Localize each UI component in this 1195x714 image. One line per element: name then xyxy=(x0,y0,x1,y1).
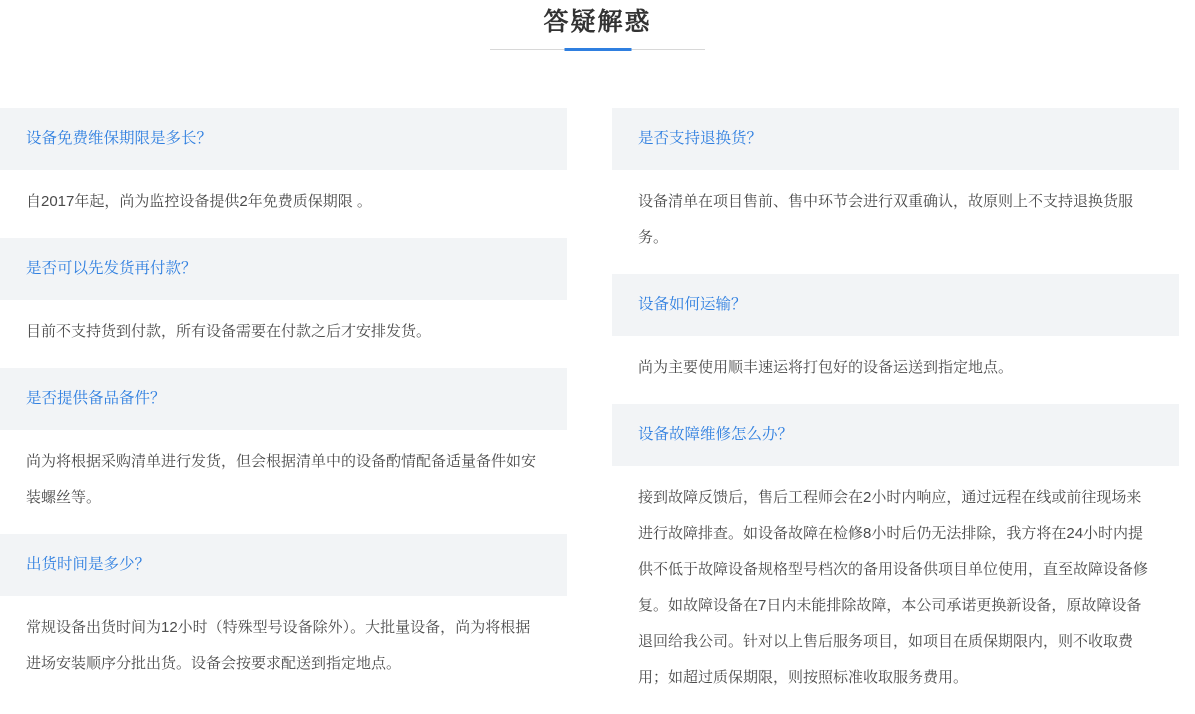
title-divider xyxy=(490,49,705,50)
faq-question[interactable]: 设备故障维修怎么办？ xyxy=(612,404,1179,466)
faq-item[interactable] xyxy=(0,534,567,690)
faq-columns xyxy=(0,108,1195,714)
title-divider-accent xyxy=(564,48,631,51)
faq-item[interactable] xyxy=(0,108,567,238)
faq-column-right xyxy=(612,108,1179,714)
faq-answer: 自2017年起，尚为监控设备提供2年免费质保期限 。 xyxy=(26,193,372,210)
faq-question[interactable]: 是否提供备品备件？ xyxy=(0,368,567,430)
faq-item[interactable] xyxy=(0,238,567,368)
faq-answer: 目前不支持货到付款，所有设备需要在付款之后才安排发货。 xyxy=(26,323,432,340)
faq-question[interactable]: 是否可以先发货再付款？ xyxy=(0,238,567,300)
faq-item[interactable] xyxy=(612,274,1179,404)
faq-answer: 尚为主要使用顺丰速运将打包好的设备运送到指定地点。 xyxy=(638,359,1014,376)
faq-question[interactable]: 是否支持退换货？ xyxy=(612,108,1179,170)
faq-answer: 接到故障反馈后，售后工程师会在2小时内响应，通过远程在线或前往现场来进行故障排查。如设备故障在检修8小时后仍无法排除，我方将在24小时内提供不低于故障设备规格型号档次的备用设备供项目单位使用，直至故障设备修复。如故障设备在7日内未能排除故障，本公司承诺更换新设备，原故障设备退回给我公司。针对以上售后服务项目，如项目在质保期限内，则不收取费用；如超过质保期限，则按照标准收取服务费用。 xyxy=(638,489,1149,686)
faq-answer: 常规设备出货时间为12小时（特殊型号设备除外）。大批量设备，尚为将根据进场安装顺序分批出货。设备会按要求配送到指定地点。 xyxy=(26,619,531,672)
faq-answer: 尚为将根据采购清单进行发货，但会根据清单中的设备酌情配备适量备件如安装螺丝等。 xyxy=(26,453,537,506)
faq-answer: 设备清单在项目售前、售中环节会进行双重确认，故原则上不支持退换货服务。 xyxy=(638,193,1134,246)
faq-question[interactable]: 设备免费维保期限是多长？ xyxy=(0,108,567,170)
page-title: 答疑解惑 xyxy=(543,8,652,36)
faq-item[interactable] xyxy=(612,404,1179,714)
faq-item[interactable] xyxy=(612,108,1179,274)
faq-question[interactable]: 出货时间是多少？ xyxy=(0,534,567,596)
faq-column-left xyxy=(0,108,567,714)
faq-item[interactable] xyxy=(0,368,567,534)
page-header xyxy=(0,0,1195,50)
faq-question[interactable]: 设备如何运输？ xyxy=(612,274,1179,336)
